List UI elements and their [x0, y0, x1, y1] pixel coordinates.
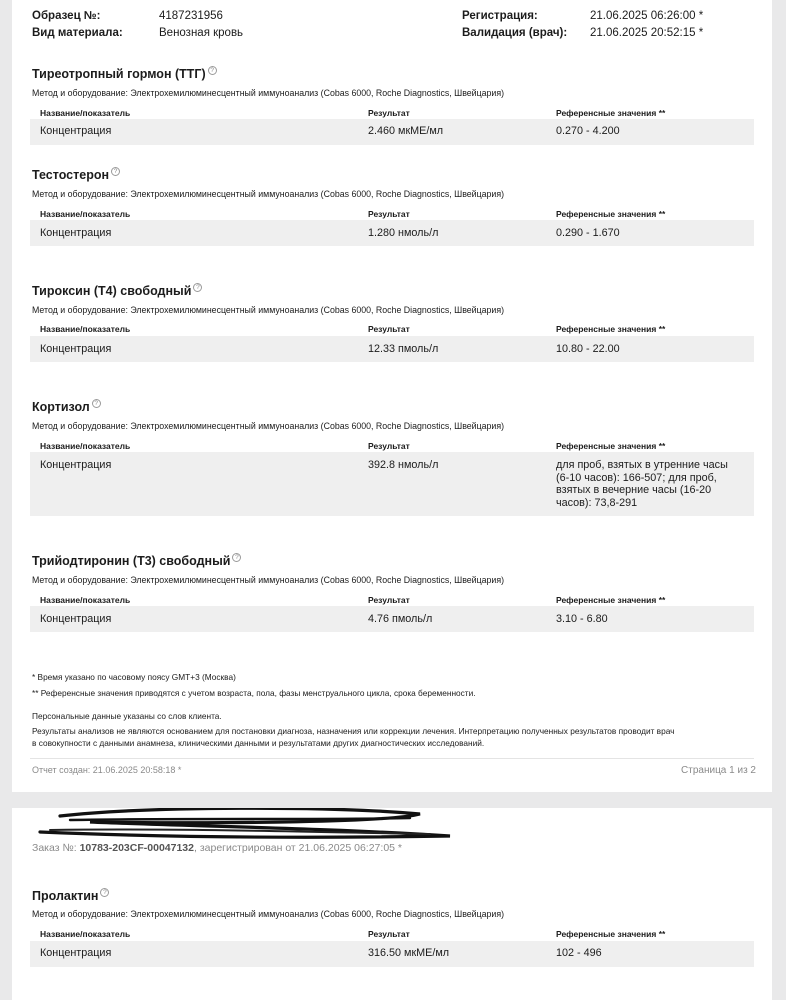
test-method: Метод и оборудование: Электрохемилюминесцентный иммуноанализ (Cobas 6000, Roche Diagnostics, Швейцария)	[32, 909, 505, 919]
indicator-cell: Концентрация	[40, 459, 112, 471]
test-title-prolactin: Пролактин ?	[32, 888, 109, 903]
footnote-reference: ** Референсные значения приводятся с учетом возраста, пола, фазы менструального цикла, срока беременности.	[32, 688, 476, 698]
report-page-2	[12, 808, 772, 1000]
test-method: Метод и оборудование: Электрохемилюминесцентный иммуноанализ (Cobas 6000, Roche Diagnostics, Швейцария)	[32, 88, 505, 98]
footnote-personal-data: Персональные данные указаны со слов клиента.	[32, 711, 222, 721]
validation-label: Валидация (врач):	[462, 27, 568, 39]
footnote-disclaimer-continued: в совокупности с данными анамнеза, клиническими данными и результатами других диагностических исследований.	[32, 738, 485, 748]
column-result-header: Результат	[368, 324, 410, 334]
reference-cell: 3.10 - 6.80	[556, 613, 608, 625]
report-page-1	[12, 0, 772, 792]
registration-value: 21.06.2025 06:26:00 *	[590, 10, 704, 22]
column-name-header: Название/показатель	[40, 108, 131, 118]
divider	[30, 758, 754, 759]
sample-value: 4187231956	[159, 10, 223, 22]
reference-cell: 0.290 - 1.670	[556, 227, 620, 239]
column-reference-header: Референсные значения **	[556, 441, 666, 451]
column-reference-header: Референсные значения **	[556, 209, 666, 219]
result-cell: 2.460 мкМЕ/мл	[368, 125, 444, 137]
footnote-timezone: * Время указано по часовому поясу GMT+3 (Москва)	[32, 672, 236, 682]
page-number: Страница 1 из 2	[681, 765, 756, 776]
material-value: Венозная кровь	[159, 27, 244, 39]
test-method: Метод и оборудование: Электрохемилюминесцентный иммуноанализ (Cobas 6000, Roche Diagnostics, Швейцария)	[32, 305, 505, 315]
test-title-t4: Тироксин (Т4) свободный ?	[32, 283, 202, 298]
sample-label: Образец №:	[32, 10, 101, 22]
report-created: Отчет создан: 21.06.2025 20:58:18 *	[32, 765, 182, 775]
test-title-t3: Трийодтиронин (Т3) свободный ?	[32, 553, 241, 568]
column-reference-header: Референсные значения **	[556, 595, 666, 605]
result-cell: 1.280 нмоль/л	[368, 227, 439, 239]
indicator-cell: Концентрация	[40, 227, 112, 239]
reference-cell: 102 - 496	[556, 947, 602, 959]
column-result-header: Результат	[368, 929, 410, 939]
test-title-tsh: Тиреотропный гормон (ТТГ) ?	[32, 66, 217, 81]
column-name-header: Название/показатель	[40, 324, 131, 334]
help-icon[interactable]: ?	[232, 553, 241, 562]
column-name-header: Название/показатель	[40, 209, 131, 219]
column-result-header: Результат	[368, 209, 410, 219]
result-cell: 392.8 нмоль/л	[368, 459, 439, 471]
indicator-cell: Концентрация	[40, 613, 112, 625]
result-cell: 12.33 пмоль/л	[368, 343, 439, 355]
indicator-cell: Концентрация	[40, 947, 112, 959]
indicator-cell: Концентрация	[40, 125, 112, 137]
column-reference-header: Референсные значения **	[556, 929, 666, 939]
result-cell: 316.50 мкМЕ/мл	[368, 947, 450, 959]
material-label: Вид материала:	[32, 27, 123, 39]
column-result-header: Результат	[368, 595, 410, 605]
help-icon[interactable]: ?	[92, 399, 101, 408]
validation-value: 21.06.2025 20:52:15 *	[590, 27, 704, 39]
reference-cell: 10.80 - 22.00	[556, 343, 620, 355]
reference-cell: для проб, взятых в утренние часы (6-10 часов): 166-507; для проб, взятых в вечерние часы (16-20 часов): 73,8-291	[556, 459, 728, 509]
result-cell: 4.76 пмоль/л	[368, 613, 433, 625]
redaction-scribble	[30, 808, 460, 846]
column-result-header: Результат	[368, 441, 410, 451]
reference-cell: 0.270 - 4.200	[556, 125, 620, 137]
test-method: Метод и оборудование: Электрохемилюминесцентный иммуноанализ (Cobas 6000, Roche Diagnostics, Швейцария)	[32, 421, 505, 431]
column-result-header: Результат	[368, 108, 410, 118]
test-title-testosterone: Тестостерон ?	[32, 167, 120, 182]
help-icon[interactable]: ?	[100, 888, 109, 897]
help-icon[interactable]: ?	[111, 167, 120, 176]
column-name-header: Название/показатель	[40, 929, 131, 939]
registration-label: Регистрация:	[462, 10, 538, 22]
column-reference-header: Референсные значения **	[556, 108, 666, 118]
column-reference-header: Референсные значения **	[556, 324, 666, 334]
help-icon[interactable]: ?	[193, 283, 202, 292]
test-title-cortisol: Кортизол ?	[32, 399, 101, 414]
help-icon[interactable]: ?	[208, 66, 217, 75]
order-info: Заказ №: 10783-203CF-00047132, зарегистрирован от 21.06.2025 06:27:05 *	[32, 842, 403, 854]
indicator-cell: Концентрация	[40, 343, 112, 355]
test-method: Метод и оборудование: Электрохемилюминесцентный иммуноанализ (Cobas 6000, Roche Diagnostics, Швейцария)	[32, 189, 505, 199]
order-number: 10783-203CF-00047132	[79, 842, 194, 854]
column-name-header: Название/показатель	[40, 441, 131, 451]
footnote-disclaimer: Результаты анализов не являются основанием для постановки диагноза, назначения или коррекции лечения. Интерпретацию полученных результатов проводит врач	[32, 726, 675, 736]
test-method: Метод и оборудование: Электрохемилюминесцентный иммуноанализ (Cobas 6000, Roche Diagnostics, Швейцария)	[32, 575, 505, 585]
column-name-header: Название/показатель	[40, 595, 131, 605]
